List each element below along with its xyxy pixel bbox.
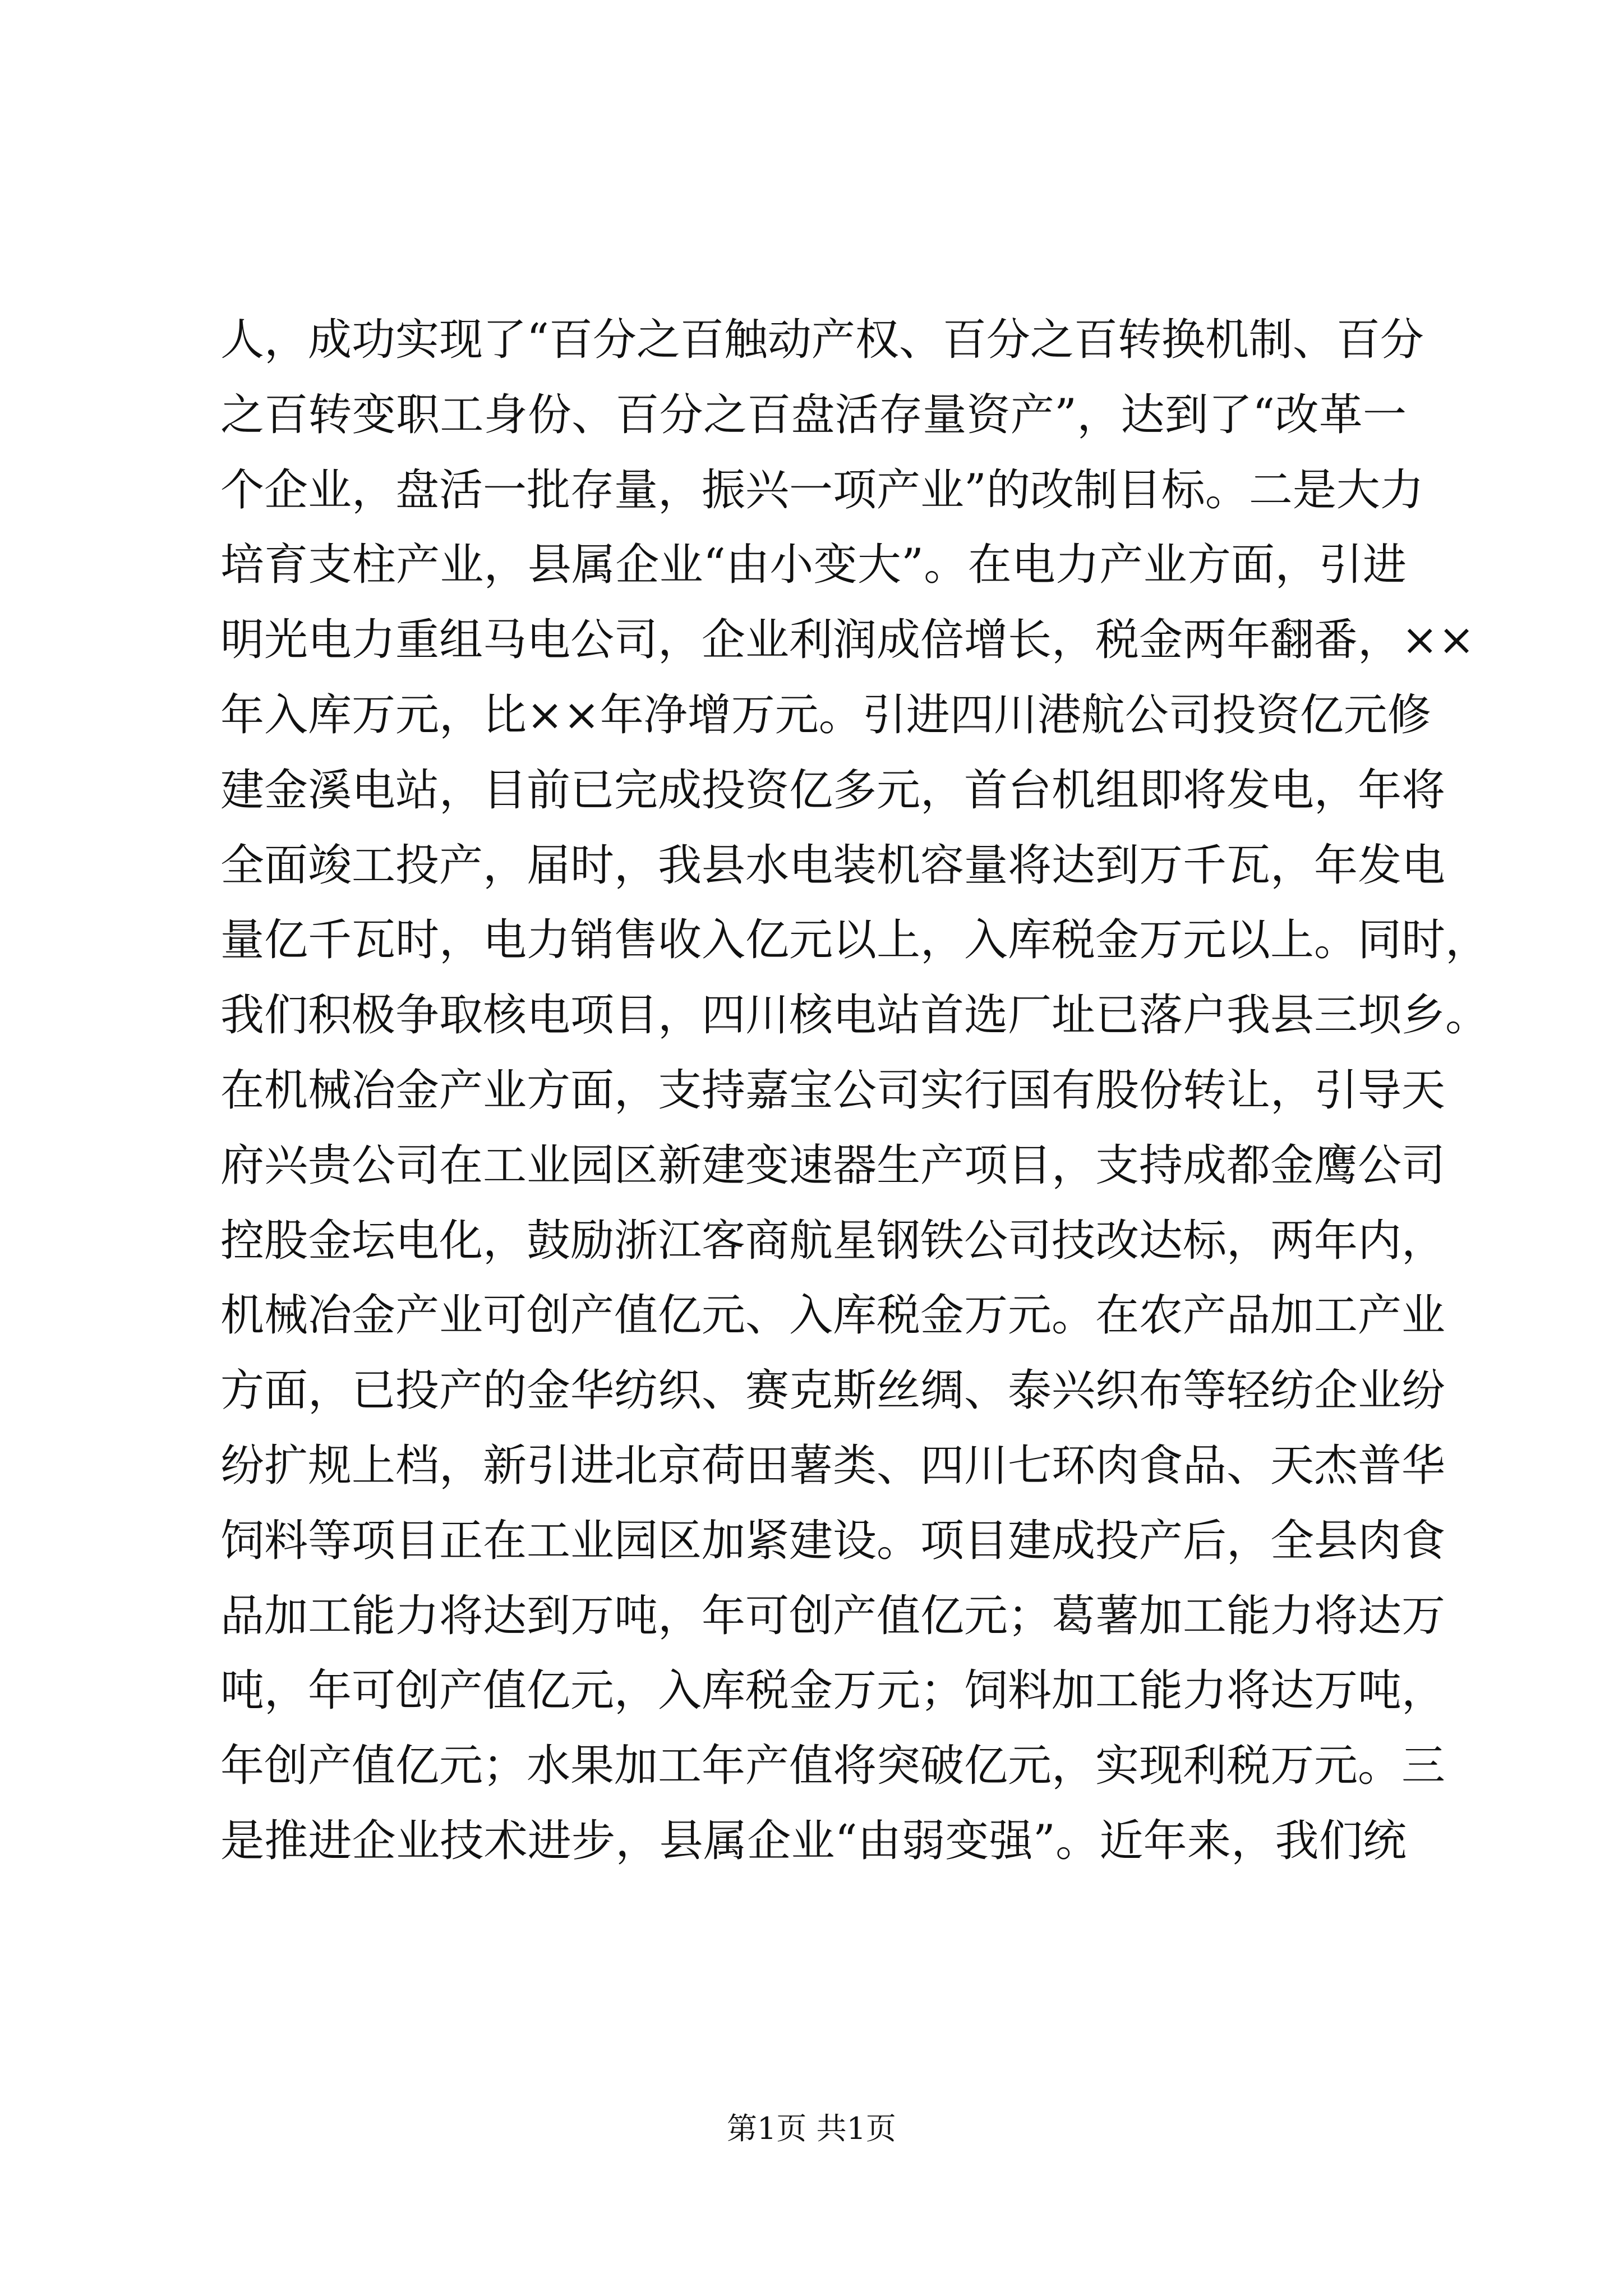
text-line: 品加工能力将达到万吨，年可创产值亿元；葛薯加工能力将达万 bbox=[220, 1590, 1446, 1641]
text-line: 我们积极争取核电项目，四川核电站首选厂址已落户我县三坝乡。 bbox=[220, 990, 1490, 1041]
text-line: 在机械冶金产业方面，支持嘉宝公司实行国有股份转让，引导天 bbox=[220, 1065, 1446, 1116]
text-line: 是推进企业技术进步，县属企业“由弱变强”。近年来，我们统 bbox=[220, 1815, 1407, 1866]
text-line: 建金溪电站，目前已完成投资亿多元，首台机组即将发电，年将 bbox=[220, 765, 1446, 816]
text-line: 年入库万元，比××年净增万元。引进四川港航公司投资亿元修 bbox=[220, 689, 1431, 740]
text-line: 个企业，盘活一批存量，振兴一项产业”的改制目标。二是大力 bbox=[220, 464, 1424, 516]
text-line: 控股金坛电化，鼓励浙江客商航星钢铁公司技改达标，两年内， bbox=[220, 1215, 1446, 1266]
text-line: 全面竣工投产，届时，我县水电装机容量将达到万千瓦，年发电 bbox=[220, 840, 1446, 891]
text-line: 机械冶金产业可创产值亿元、入库税金万元。在农产品加工产业 bbox=[220, 1290, 1446, 1341]
page-footer: 第1页 共1页 bbox=[727, 2111, 896, 2146]
text-line: 年创产值亿元；水果加工年产值将突破亿元，实现利税万元。三 bbox=[220, 1741, 1446, 1792]
text-line: 量亿千瓦时，电力销售收入亿元以上，入库税金万元以上。同时， bbox=[220, 915, 1490, 966]
text-line: 方面，已投产的金华纺织、赛克斯丝绸、泰兴织布等轻纺企业纷 bbox=[220, 1365, 1446, 1416]
text-line: 人，成功实现了“百分之百触动产权、百分之百转换机制、百分 bbox=[220, 315, 1424, 365]
text-line: 饲料等项目正在工业园区加紧建设。项目建成投产后，全县肉食 bbox=[220, 1515, 1446, 1566]
text-line: 之百转变职工身份、百分之百盘活存量资产”，达到了“改革一 bbox=[220, 389, 1407, 440]
text-line: 吨，年可创产值亿元，入库税金万元；饲料加工能力将达万吨， bbox=[220, 1665, 1446, 1717]
text-line: 府兴贵公司在工业园区新建变速器生产项目，支持成都金鹰公司 bbox=[220, 1140, 1446, 1191]
text-line: 纷扩规上档，新引进北京荷田薯类、四川七环肉食品、天杰普华 bbox=[220, 1440, 1446, 1491]
body-text bbox=[220, 303, 1490, 1879]
text-line: 明光电力重组马电公司，企业利润成倍增长，税金两年翻番，×× bbox=[220, 615, 1475, 666]
text-line: 培育支柱产业，县属企业“由小变大”。在电力产业方面，引进 bbox=[220, 540, 1407, 591]
